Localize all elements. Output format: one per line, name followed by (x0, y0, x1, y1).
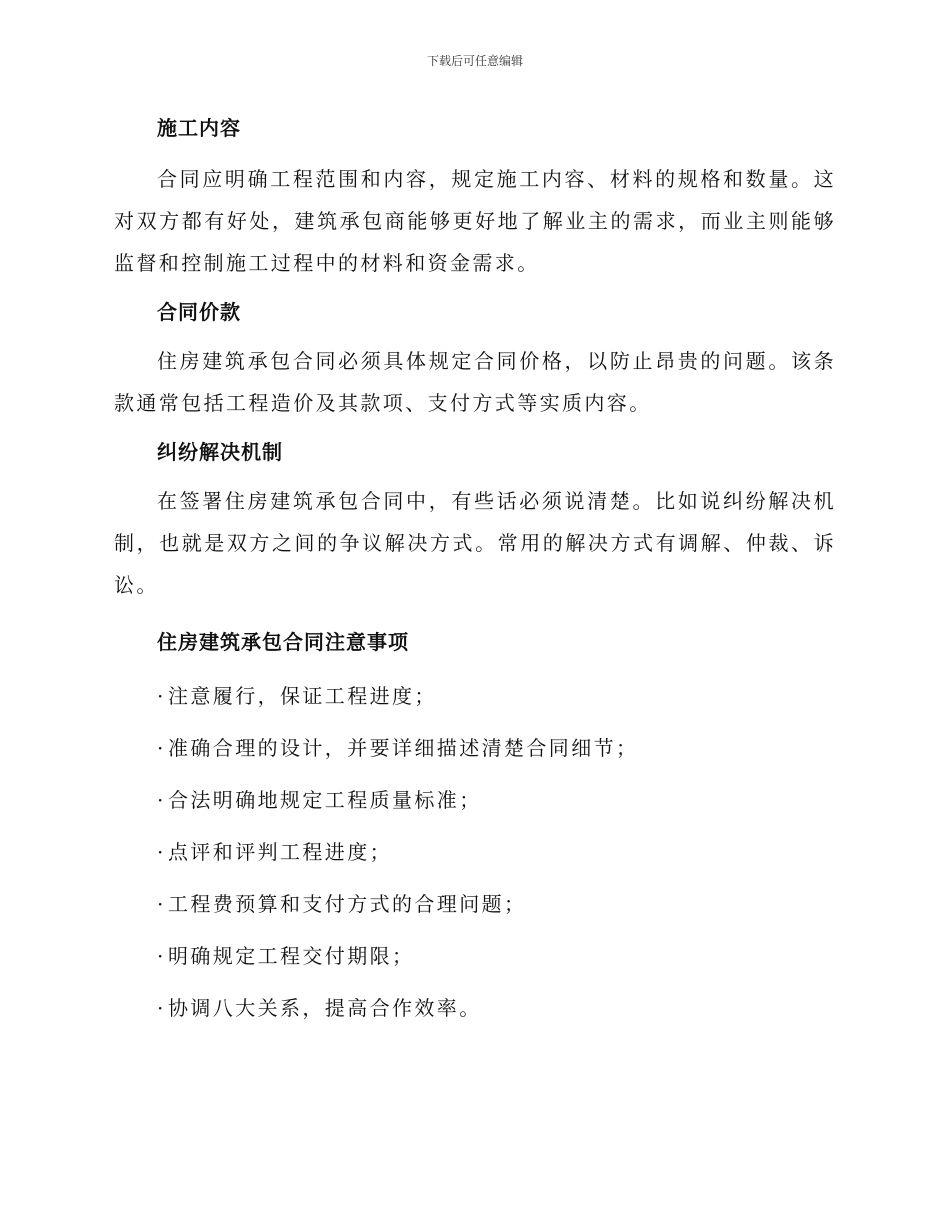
list-item (157, 878, 836, 930)
list-item-text: 注意履行，保证工程进度； (168, 684, 437, 708)
section-paragraph-contract-price: 住房建筑承包合同必须具体规定合同价格，以防止昂贵的问题。该条款通常包括工程造价及其款项、支付方式等实质内容。 (114, 349, 836, 415)
precautions-list (114, 670, 836, 1034)
section-heading-construction-content: 施工内容 (157, 116, 241, 140)
document-body (114, 108, 836, 1034)
list-item (157, 826, 836, 878)
list-item (157, 670, 836, 722)
bullet-icon: · (157, 736, 166, 760)
list-item-text: 工程费预算和支付方式的合理问题； (168, 892, 527, 916)
section-heading-contract-price: 合同价款 (157, 300, 241, 324)
list-item (157, 930, 836, 982)
list-item-text: 协调八大关系，提高合作效率。 (168, 996, 482, 1020)
bullet-icon: · (157, 840, 166, 864)
list-item (157, 982, 836, 1034)
list-item-text: 明确规定工程交付期限； (168, 944, 415, 968)
list-item-text: 合法明确地规定工程质量标准； (168, 788, 482, 812)
bullet-icon: · (157, 944, 166, 968)
list-item-text: 准确合理的设计，并要详细描述清楚合同细节； (168, 736, 639, 760)
section-heading-dispute-resolution: 纠纷解决机制 (157, 440, 283, 464)
section-paragraph-dispute-resolution: 在签署住房建筑承包合同中，有些话必须说清楚。比如说纠纷解决机制，也就是双方之间的争议解决方式。常用的解决方式有调解、仲裁、诉讼。 (114, 489, 836, 597)
bullet-icon: · (157, 684, 166, 708)
list-item (157, 774, 836, 826)
section-paragraph-construction-content: 合同应明确工程范围和内容，规定施工内容、材料的规格和数量。这对双方都有好处，建筑承包商能够更好地了解业主的需求，而业主则能够监督和控制施工过程中的材料和资金需求。 (114, 167, 836, 275)
section-heading-precautions: 住房建筑承包合同注意事项 (157, 630, 409, 654)
page-header: 下载后可任意编辑 (426, 54, 523, 68)
bullet-icon: · (157, 892, 166, 916)
bullet-icon: · (157, 788, 166, 812)
list-item (157, 722, 836, 774)
bullet-icon: · (157, 996, 166, 1020)
list-item-text: 点评和评判工程进度； (168, 840, 392, 864)
